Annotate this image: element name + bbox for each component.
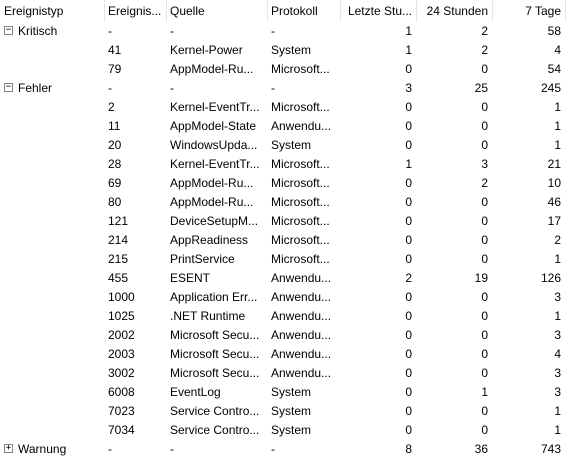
last-hour-count: 0 — [405, 252, 412, 266]
week-count: 4 — [554, 347, 561, 361]
log-cell: System — [271, 423, 312, 437]
week-count: 46 — [547, 195, 561, 209]
event-id-cell: 7023 — [108, 404, 135, 418]
last-hour-count: 0 — [405, 366, 412, 380]
column-header-24-hours[interactable]: 24 Stunden — [426, 4, 488, 18]
table-row[interactable] — [0, 155, 575, 174]
week-count: 1 — [554, 138, 561, 152]
table-row[interactable] — [0, 174, 575, 193]
table-row[interactable] — [0, 288, 575, 307]
column-header-7-days[interactable]: 7 Tage — [525, 4, 561, 18]
table-row[interactable] — [0, 307, 575, 326]
source-cell: Kernel-Power — [170, 43, 243, 57]
source-cell: Service Contro... — [170, 423, 260, 437]
table-row[interactable] — [0, 136, 575, 155]
source-cell: - — [170, 24, 174, 38]
log-cell: Anwendu... — [271, 119, 332, 133]
log-cell: System — [271, 43, 312, 57]
log-cell: Microsoft... — [271, 195, 330, 209]
column-divider[interactable] — [565, 0, 566, 22]
day-count: 36 — [474, 442, 488, 456]
last-hour-count: 0 — [405, 138, 412, 152]
log-cell: Anwendu... — [271, 309, 332, 323]
table-row[interactable] — [0, 41, 575, 60]
collapse-icon[interactable]: − — [5, 25, 12, 35]
week-count: 3 — [554, 366, 561, 380]
table-row[interactable] — [0, 60, 575, 79]
expand-icon[interactable]: + — [5, 443, 12, 453]
table-row[interactable] — [0, 364, 575, 383]
source-cell: Application Err... — [170, 290, 258, 304]
last-hour-count: 0 — [405, 176, 412, 190]
day-count: 0 — [481, 195, 488, 209]
table-row[interactable] — [0, 250, 575, 269]
log-cell: System — [271, 385, 312, 399]
day-count: 0 — [481, 62, 488, 76]
last-hour-count: 0 — [405, 404, 412, 418]
log-cell: System — [271, 404, 312, 418]
week-count: 58 — [547, 24, 561, 38]
log-cell: Anwendu... — [271, 328, 332, 342]
event-id-cell: 2002 — [108, 328, 135, 342]
day-count: 0 — [481, 252, 488, 266]
log-cell: - — [271, 442, 275, 456]
log-cell: Microsoft... — [271, 62, 330, 76]
last-hour-count: 1 — [405, 43, 412, 57]
source-cell: - — [170, 81, 174, 95]
last-hour-count: 1 — [405, 157, 412, 171]
source-cell: AppModel-State — [170, 119, 257, 133]
event-id-cell: 3002 — [108, 366, 135, 380]
day-count: 2 — [481, 43, 488, 57]
event-type-label: Kritisch — [18, 24, 58, 38]
table-row[interactable] — [0, 326, 575, 345]
table-row[interactable] — [0, 269, 575, 288]
last-hour-count: 0 — [405, 328, 412, 342]
day-count: 19 — [474, 271, 488, 285]
log-cell: Anwendu... — [271, 366, 332, 380]
column-header-event-type[interactable]: Ereignistyp — [4, 4, 64, 18]
event-id-cell: 79 — [108, 62, 122, 76]
source-cell: Service Contro... — [170, 404, 260, 418]
last-hour-count: 0 — [405, 233, 412, 247]
week-count: 1 — [554, 423, 561, 437]
source-cell: - — [170, 442, 174, 456]
event-id-cell: 20 — [108, 138, 122, 152]
week-count: 1 — [554, 404, 561, 418]
table-row[interactable] — [0, 402, 575, 421]
day-count: 0 — [481, 423, 488, 437]
source-cell: EventLog — [170, 385, 221, 399]
collapse-icon[interactable]: − — [5, 82, 12, 92]
week-count: 21 — [547, 157, 561, 171]
event-id-cell: 28 — [108, 157, 122, 171]
event-id-cell: 2 — [108, 100, 115, 114]
source-cell: AppModel-Ru... — [170, 195, 254, 209]
last-hour-count: 0 — [405, 214, 412, 228]
week-count: 1 — [554, 309, 561, 323]
week-count: 1 — [554, 100, 561, 114]
event-id-cell: 80 — [108, 195, 122, 209]
event-id-cell: 69 — [108, 176, 122, 190]
day-count: 0 — [481, 233, 488, 247]
week-count: 1 — [554, 252, 561, 266]
column-header-last-hour[interactable]: Letzte Stu... — [347, 4, 412, 18]
day-count: 0 — [481, 404, 488, 418]
log-cell: Microsoft... — [271, 157, 330, 171]
table-body — [0, 22, 575, 459]
log-cell: - — [271, 81, 275, 95]
table-row[interactable] — [0, 231, 575, 250]
source-cell: Microsoft Secu... — [170, 366, 260, 380]
column-header-event-id[interactable]: Ereignis... — [108, 4, 162, 18]
event-id-cell: - — [108, 81, 112, 95]
log-cell: Microsoft... — [271, 233, 330, 247]
week-count: 10 — [547, 176, 561, 190]
event-id-cell: 6008 — [108, 385, 135, 399]
day-count: 0 — [481, 328, 488, 342]
last-hour-count: 0 — [405, 347, 412, 361]
event-id-cell: 11 — [108, 119, 121, 133]
day-count: 0 — [481, 366, 488, 380]
event-id-cell: 121 — [108, 214, 129, 228]
event-id-cell: 1025 — [108, 309, 135, 323]
day-count: 0 — [481, 290, 488, 304]
last-hour-count: 0 — [405, 100, 412, 114]
source-cell: Microsoft Secu... — [170, 328, 260, 342]
event-id-cell: 2003 — [108, 347, 135, 361]
source-cell: AppModel-Ru... — [170, 62, 254, 76]
column-header-row — [0, 0, 575, 22]
group-row[interactable] — [0, 79, 575, 98]
last-hour-count: 0 — [405, 290, 412, 304]
source-cell: DeviceSetupM... — [170, 214, 259, 228]
week-count: 743 — [540, 442, 561, 456]
table-row[interactable] — [0, 117, 575, 136]
day-count: 0 — [481, 100, 488, 114]
week-count: 245 — [540, 81, 561, 95]
table-row[interactable] — [0, 421, 575, 440]
log-cell: Anwendu... — [271, 347, 332, 361]
last-hour-count: 2 — [405, 271, 412, 285]
last-hour-count: 0 — [405, 62, 412, 76]
log-cell: - — [271, 24, 275, 38]
table-row[interactable] — [0, 98, 575, 117]
event-id-cell: - — [108, 24, 112, 38]
table-row[interactable] — [0, 212, 575, 231]
source-cell: ESENT — [170, 271, 211, 285]
day-count: 0 — [481, 119, 488, 133]
event-id-cell: 215 — [108, 252, 129, 266]
week-count: 2 — [554, 233, 561, 247]
day-count: 0 — [481, 214, 488, 228]
day-count: 0 — [481, 347, 488, 361]
source-cell: .NET Runtime — [170, 309, 246, 323]
source-cell: PrintService — [170, 252, 235, 266]
log-cell: Anwendu... — [271, 290, 332, 304]
week-count: 126 — [540, 271, 561, 285]
event-id-cell: 41 — [108, 43, 122, 57]
log-cell: Microsoft... — [271, 214, 330, 228]
day-count: 0 — [481, 138, 488, 152]
day-count: 1 — [481, 385, 488, 399]
week-count: 54 — [547, 62, 561, 76]
day-count: 0 — [481, 309, 488, 323]
log-cell: System — [271, 138, 312, 152]
event-id-cell: 455 — [108, 271, 129, 285]
source-cell: AppModel-Ru... — [170, 176, 254, 190]
event-type-label: Fehler — [18, 81, 53, 95]
source-cell: Kernel-EventTr... — [170, 100, 260, 114]
week-count: 4 — [554, 43, 561, 57]
last-hour-count: 0 — [405, 119, 412, 133]
week-count: 17 — [547, 214, 561, 228]
table-row[interactable] — [0, 383, 575, 402]
week-count: 3 — [554, 290, 561, 304]
table-row[interactable] — [0, 345, 575, 364]
event-id-cell: 7034 — [108, 423, 135, 437]
last-hour-count: 0 — [405, 309, 412, 323]
source-cell: Kernel-EventTr... — [170, 157, 260, 171]
event-id-cell: 1000 — [108, 290, 135, 304]
day-count: 2 — [481, 176, 488, 190]
log-cell: Microsoft... — [271, 176, 330, 190]
log-cell: Microsoft... — [271, 100, 330, 114]
last-hour-count: 3 — [405, 81, 412, 95]
last-hour-count: 0 — [405, 195, 412, 209]
day-count: 3 — [481, 157, 488, 171]
last-hour-count: 1 — [405, 24, 412, 38]
last-hour-count: 0 — [405, 423, 412, 437]
log-cell: Anwendu... — [271, 271, 332, 285]
day-count: 25 — [474, 81, 488, 95]
group-row[interactable] — [0, 22, 575, 41]
event-id-cell: 214 — [108, 233, 129, 247]
group-row[interactable] — [0, 440, 575, 459]
last-hour-count: 8 — [405, 442, 412, 456]
week-count: 1 — [554, 119, 561, 133]
week-count: 3 — [554, 328, 561, 342]
source-cell: WindowsUpda... — [170, 138, 258, 152]
column-header-source[interactable]: Quelle — [170, 4, 205, 18]
day-count: 2 — [481, 24, 488, 38]
event-type-label: Warnung — [18, 442, 67, 456]
source-cell: AppReadiness — [170, 233, 249, 247]
log-cell: Microsoft... — [271, 252, 330, 266]
last-hour-count: 0 — [405, 385, 412, 399]
week-count: 3 — [554, 385, 561, 399]
column-header-log[interactable]: Protokoll — [271, 4, 318, 18]
event-id-cell: - — [108, 442, 112, 456]
source-cell: Microsoft Secu... — [170, 347, 260, 361]
table-row[interactable] — [0, 193, 575, 212]
